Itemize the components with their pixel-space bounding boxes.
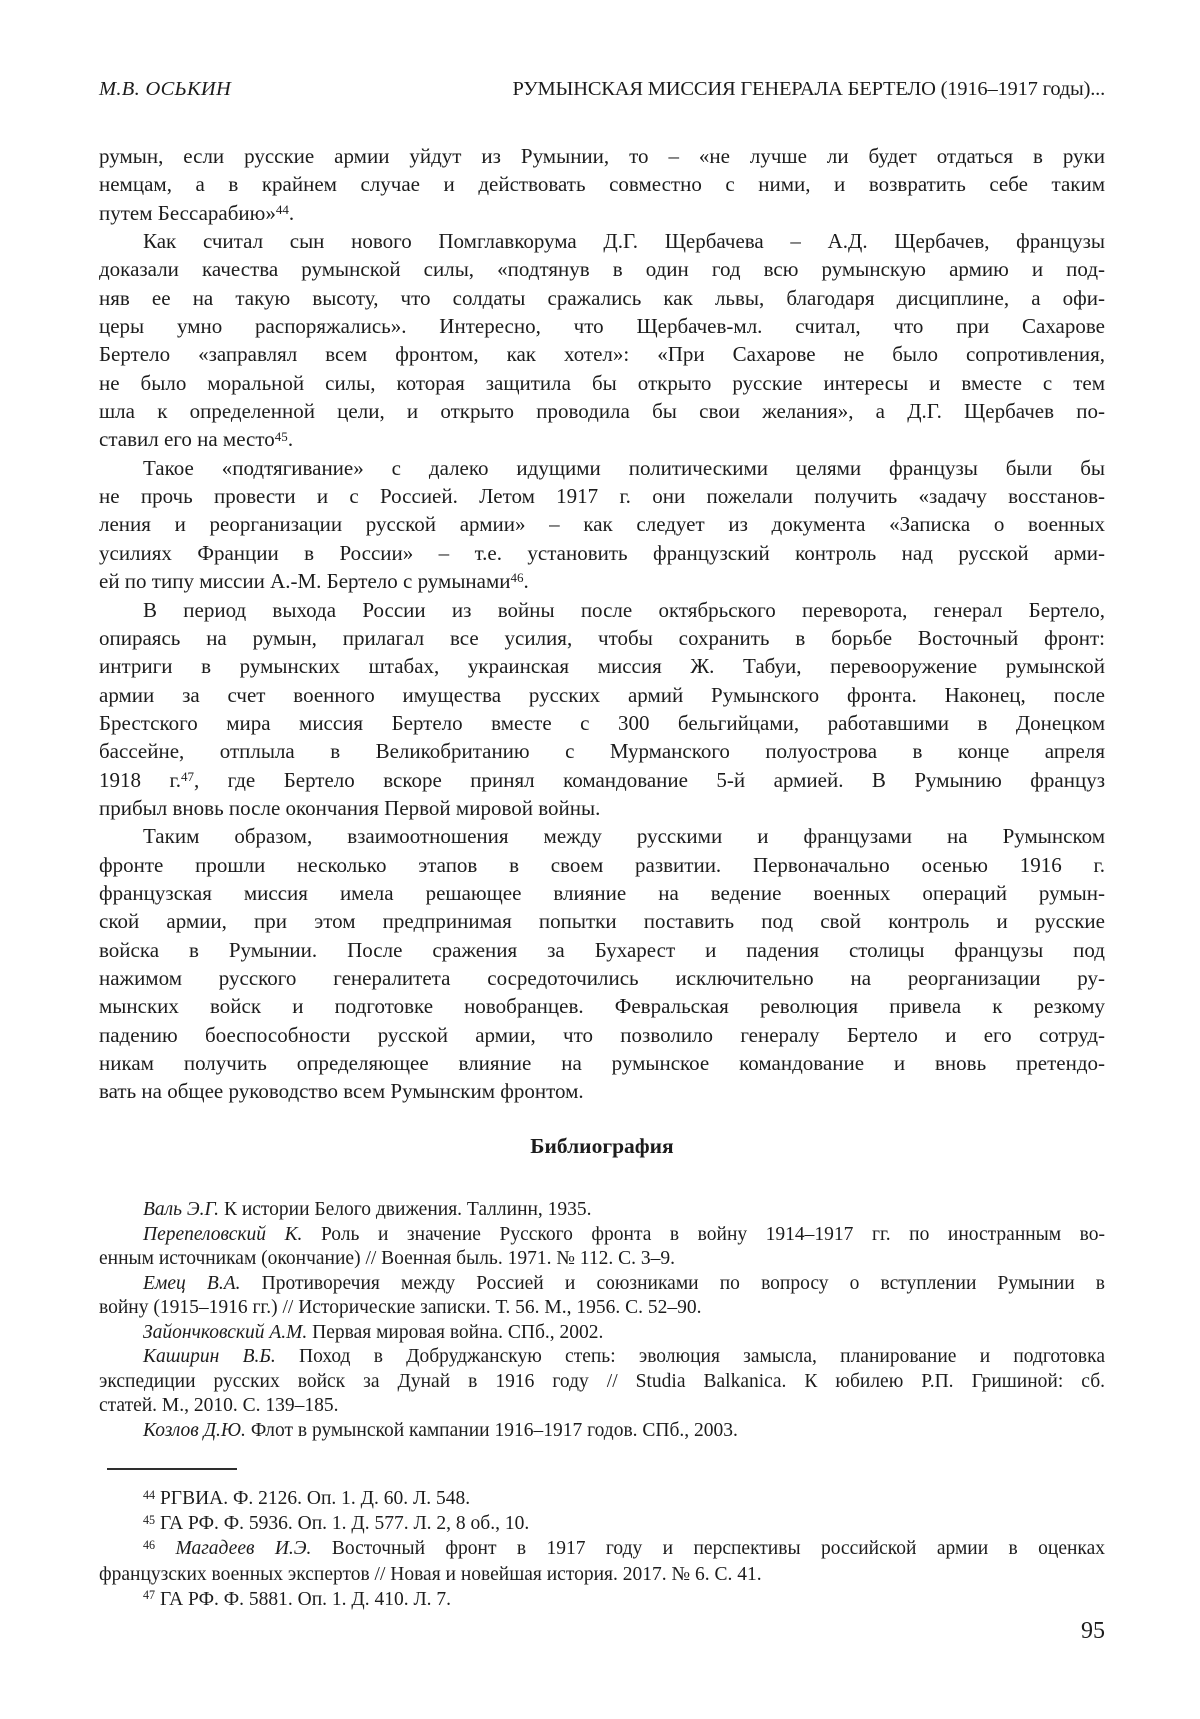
text-segment: вать на общее руководство всем Румынским фронтом. [99,1079,584,1104]
bibliography-line [99,1198,1105,1223]
text-segment: Противоречия между Россией и союзниками по вопросу о вступлении Румынии в [240,1272,1105,1294]
body-text-line [99,369,1105,397]
body-text-line [99,907,1105,935]
text-segment: ставил его на место [99,427,275,452]
text-segment: Восточный фронт в 1917 году и перспективы российской армии в оценках [311,1538,1106,1560]
italic-text: Козлов Д.Ю. [143,1419,246,1441]
text-segment: ГА РФ. Ф. 5881. Оп. 1. Д. 410. Л. 7. [155,1588,452,1610]
body-text-line [99,170,1105,198]
body-text-line [99,766,1105,794]
footnote-marker: 44 [143,1487,156,1502]
footnote-line [99,1536,1105,1561]
body-text-line [99,425,1105,453]
body-text-line [99,709,1105,737]
bibliography-line [99,1419,1105,1444]
footnote-line [99,1511,1105,1536]
text-segment: армии за счет военного имущества русских армий Румынского фронта. Наконец, после [99,682,1105,707]
text-segment: РГВИА. Ф. 2126. Оп. 1. Д. 60. Л. 548. [155,1488,471,1509]
bibliography-line [99,1247,1105,1272]
text-segment: Бертело «заправлял всем фронтом, как хотел»: «При Сахарове не было сопротивления, [99,342,1105,367]
text-segment: няв ее на такую высоту, что солдаты сражались как львы, благодаря дисциплине, а офи- [99,285,1105,310]
text-segment [155,1538,175,1559]
text-segment: 1918 г. [99,767,181,792]
body-text-line [99,567,1105,595]
text-segment: Первая мировая война. СПб., 2002. [307,1321,604,1343]
text-segment: ской армии, при этом предпринимая попытки поставить под свой контроль и русские [99,909,1105,934]
body-text-line [99,284,1105,312]
text-segment: , где Бертело вскоре принял командование 5-й армией. В Румынию француз [193,767,1105,792]
body-text-line [99,652,1105,680]
bibliography-line [99,1296,1105,1321]
body-text-line [99,482,1105,510]
body-text-line [99,1049,1105,1077]
body-text-line [99,199,1105,227]
text-segment: К истории Белого движения. Таллинн, 1935. [219,1199,592,1220]
bibliography-line [99,1345,1105,1370]
body-text-line [99,737,1105,765]
body-text-line [99,879,1105,907]
bibliography-line [99,1394,1105,1419]
body-text-line [99,454,1105,482]
text-segment: войну (1915–1916 гг.) // Исторические записки. Т. 56. М., 1956. С. 52–90. [99,1297,702,1319]
text-segment: румын, если русские армии уйдут из Румынии, то – «не лучше ли будет отдаться в руки [99,144,1105,168]
running-header [99,76,1105,102]
footnote-marker: 44 [275,201,289,217]
text-segment: енным источникам (окончание) // Военная быль. 1971. № 112. С. 3–9. [99,1248,675,1270]
text-segment: падению боеспособности русской армии, что позволило генералу Бертело и его сотруд- [99,1022,1105,1047]
body-text-line [99,624,1105,652]
bibliography-line [99,1223,1105,1248]
bibliography-list [99,1198,1105,1443]
italic-text: Зайончковский А.М. [143,1321,308,1343]
text-segment: Поход в Добруджанскую степь: эволюция замысла, планирование и подготовка [275,1346,1105,1368]
footnote-marker: 46 [143,1537,156,1552]
italic-text: Валь Э.Г. [143,1199,220,1220]
footnote-line [99,1587,1105,1612]
text-segment: мынских войск и подготовке новобранцев. Февральская революция привела к резкому [99,994,1105,1019]
footnote-marker: 47 [143,1588,156,1603]
body-text-line [99,1077,1105,1105]
body-text-line [99,539,1105,567]
body-text-line [99,340,1105,368]
text-segment: фронте прошли несколько этапов в своем развитии. Первоначально осенью 1916 г. [99,852,1105,877]
italic-text: Каширин В.Б. [143,1346,276,1368]
footnote-marker: 47 [180,768,194,784]
text-segment: опираясь на румын, прилагал все усилия, чтобы сохранить в борьбе Восточный фронт: [99,625,1105,650]
text-segment: ления и реорганизации русской армии» – как следует из документа «Записка о военных [99,512,1105,537]
text-segment: не было моральной силы, которая защитила бы открыто русские интересы и вместе с тем [99,370,1105,395]
body-text-line [99,681,1105,709]
italic-text: Магадеев И.Э. [175,1538,312,1560]
text-segment: ГА РФ. Ф. 5936. Оп. 1. Д. 577. Л. 2, 8 об., 10. [155,1513,530,1535]
running-header-title: РУМЫНСКАЯ МИССИЯ ГЕНЕРАЛА БЕРТЕЛО (1916–1917 годы)... [512,78,1105,100]
text-segment: прибыл вновь после окончания Первой мировой войны. [99,795,601,820]
text-segment: Как считал сын нового Помглавкорума Д.Г. Щербачева – А.Д. Щербачев, французы [143,229,1105,254]
text-segment: нажимом русского генералитета сосредоточились исключительно на реорганизации ру- [99,965,1105,990]
text-segment: интриги в румынских штабах, украинская миссия Ж. Табуи, перевооружение румынской [99,654,1105,679]
body-text-line [99,142,1105,170]
footnote-marker: 45 [274,428,288,444]
body-text-line [99,992,1105,1020]
body-text-line [99,822,1105,850]
text-segment: немцам, а в крайнем случае и действовать совместно с ними, и возвратить себе таким [99,172,1105,197]
italic-text: Перепеловский К. [143,1223,303,1245]
running-header-author: М.В. ОСЬКИН [99,78,232,100]
text-segment: статей. М., 2010. С. 139–185. [99,1395,339,1417]
text-segment: ей по типу миссии А.-М. Бертело с румынами [99,569,511,594]
bibliography-heading: Библиография [530,1134,674,1158]
text-segment: не прочь провести и с Россией. Летом 1917 г. они пожелали получить «задачу восстанов- [99,484,1105,509]
text-segment: Брестского мира миссия Бертело вместе с 300 бельгийцами, работавшими в Донецком [99,710,1105,735]
text-segment: церы умно распоряжались». Интересно, что Щербачев-мл. считал, что при Сахарове [99,314,1105,339]
text-segment: бассейне, отплыла в Великобританию с Мурманского полуострова в конце апреля [99,739,1105,764]
text-segment: доказали качества румынской силы, «подтянув в один год всю румынскую армию и под- [99,257,1105,282]
body-text-line [99,596,1105,624]
body-text-line [99,255,1105,283]
body-text-line [99,964,1105,992]
bibliography-line [99,1370,1105,1395]
text-segment: никам получить определяющее влияние на румынское командование и вновь претендо- [99,1051,1105,1075]
text-segment: экспедиции русских войск за Дунай в 1916 году // Studia Balkanica. К юбилею Р.П. Гришиной: сб. [99,1370,1105,1392]
page-number: 95 [1081,1618,1105,1644]
text-segment: В период выхода России из войны после октябрьского переворота, генерал Бертело, [143,597,1105,622]
body-text-line [99,312,1105,340]
body-text-line [99,510,1105,538]
footnote-marker: 45 [143,1512,156,1527]
bibliography-line [99,1272,1105,1297]
text-segment: Флот в румынской кампании 1916–1917 годов. СПб., 2003. [245,1419,738,1441]
footnote-line [99,1486,1105,1511]
italic-text: Емец В.А. [143,1272,241,1294]
footnotes-block [99,1486,1105,1612]
body-text-line [99,397,1105,425]
text-segment: французских военных экспертов // Новая и новейшая история. 2017. № 6. С. 41. [99,1563,762,1585]
text-segment: шла к определенной цели, и открыто проводила бы свои желания», а Д.Г. Щербачев по- [99,399,1105,424]
text-segment: Роль и значение Русского фронта в войну 1914–1917 гг. по иностранным во- [302,1223,1105,1245]
text-segment: Такое «подтягивание» с далеко идущими политическими целями французы были бы [143,455,1105,480]
article-body [99,142,1105,1106]
body-text-line [99,794,1105,822]
body-text-line [99,1021,1105,1049]
footnote-line [99,1562,1105,1587]
bibliography-line [99,1321,1105,1346]
text-segment: путем Бессарабию» [99,200,276,225]
text-segment: усилиях Франции в России» – т.е. установить французский контроль над русской арми- [99,540,1105,565]
footnote-marker: 46 [510,570,524,586]
text-segment: французская миссия имела решающее влияние на ведение военных операций румын- [99,880,1105,905]
text-segment: . [288,200,295,225]
text-segment: войска в Румынии. После сражения за Бухарест и падения столицы французы под [99,937,1105,962]
body-text-line [99,936,1105,964]
footnote-separator [107,1468,237,1470]
text-segment: Таким образом, взаимоотношения между русскими и французами на Румынском [143,824,1105,849]
text-segment: . [287,427,294,452]
text-segment: . [523,569,529,594]
body-text-line [99,227,1105,255]
body-text-line [99,851,1105,879]
